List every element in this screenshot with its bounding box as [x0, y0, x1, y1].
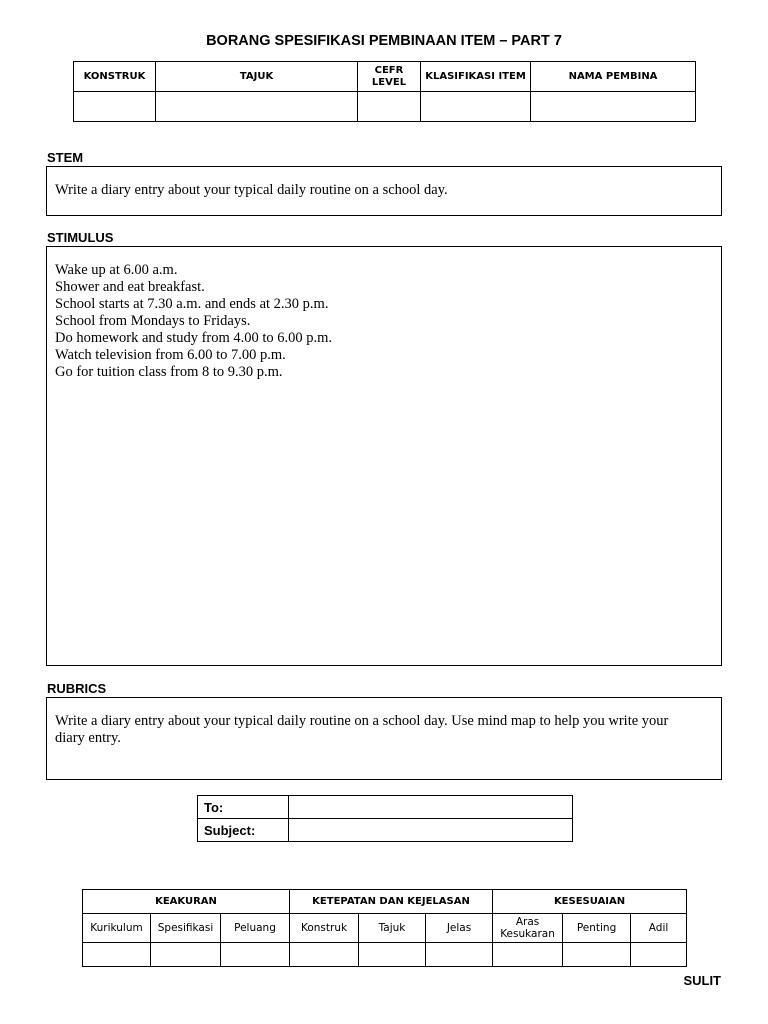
criterion-penting: Penting [563, 914, 631, 943]
rubrics-text: Write a diary entry about your typical daily routine on a school day. Use mind map to help you write your diary entry. [55, 713, 669, 746]
group-ketepatan-dan-kejelasan: KETEPATAN DAN KEJELASAN [290, 890, 493, 914]
evaluation-table [82, 889, 687, 967]
klasifikasi-item-cell[interactable] [421, 92, 531, 122]
stimulus-line: Wake up at 6.00 a.m. [55, 262, 178, 278]
footer-classification: SULIT [683, 973, 721, 988]
item-header-table [73, 61, 696, 122]
aras-line-1: Aras [515, 916, 540, 928]
stem-label: STEM [47, 150, 84, 165]
stimulus-box [46, 246, 722, 666]
criterion-peluang: Peluang [221, 914, 290, 943]
header-cefr-level [358, 62, 421, 92]
score-konstruk[interactable] [290, 943, 359, 967]
stimulus-line: Go for tuition class from 8 to 9.30 p.m. [55, 364, 283, 380]
header-nama-pembina: NAMA PEMBINA [531, 62, 696, 92]
criterion-tajuk: Tajuk [359, 914, 426, 943]
rubrics-label: RUBRICS [47, 681, 107, 696]
tajuk-cell[interactable] [156, 92, 358, 122]
stem-box [46, 166, 722, 216]
subject-label: Subject: [198, 819, 289, 842]
score-jelas[interactable] [426, 943, 493, 967]
konstruk-cell[interactable] [74, 92, 156, 122]
criterion-spesifikasi: Spesifikasi [151, 914, 221, 943]
header-konstruk: KONSTRUK [74, 62, 156, 92]
score-kurikulum[interactable] [83, 943, 151, 967]
subject-field[interactable] [289, 819, 573, 842]
nama-pembina-cell[interactable] [531, 92, 696, 122]
rubrics-box [46, 697, 722, 780]
score-aras-kesukaran[interactable] [493, 943, 563, 967]
group-keakuran: KEAKURAN [83, 890, 290, 914]
criterion-adil: Adil [631, 914, 687, 943]
score-adil[interactable] [631, 943, 687, 967]
stimulus-line: Watch television from 6.00 to 7.00 p.m. [55, 347, 286, 363]
stimulus-line: School starts at 7.30 a.m. and ends at 2.30 p.m. [55, 296, 329, 312]
header-tajuk: TAJUK [156, 62, 358, 92]
cefr-level-cell[interactable] [358, 92, 421, 122]
cefr-line-1: CEFR [374, 64, 404, 76]
stimulus-label: STIMULUS [47, 230, 114, 245]
header-klasifikasi-item: KLASIFIKASI ITEM [421, 62, 531, 92]
criterion-jelas: Jelas [426, 914, 493, 943]
cefr-line-2: LEVEL [371, 76, 407, 88]
to-label: To: [198, 796, 289, 819]
criterion-aras-kesukaran [493, 914, 563, 943]
to-field[interactable] [289, 796, 573, 819]
criterion-konstruk: Konstruk [290, 914, 359, 943]
aras-line-2: Kesukaran [500, 928, 555, 940]
stimulus-line: School from Mondays to Fridays. [55, 313, 251, 329]
score-peluang[interactable] [221, 943, 290, 967]
stem-text: Write a diary entry about your typical daily routine on a school day. [55, 182, 448, 198]
score-penting[interactable] [563, 943, 631, 967]
criterion-kurikulum: Kurikulum [83, 914, 151, 943]
score-tajuk[interactable] [359, 943, 426, 967]
score-spesifikasi[interactable] [151, 943, 221, 967]
stimulus-line: Do homework and study from 4.00 to 6.00 p.m. [55, 330, 333, 346]
group-kesesuaian: KESESUAIAN [493, 890, 687, 914]
form-title: BORANG SPESIFIKASI PEMBINAAN ITEM – PART 7 [206, 33, 562, 49]
memo-table [197, 795, 573, 842]
stimulus-line: Shower and eat breakfast. [55, 279, 205, 295]
